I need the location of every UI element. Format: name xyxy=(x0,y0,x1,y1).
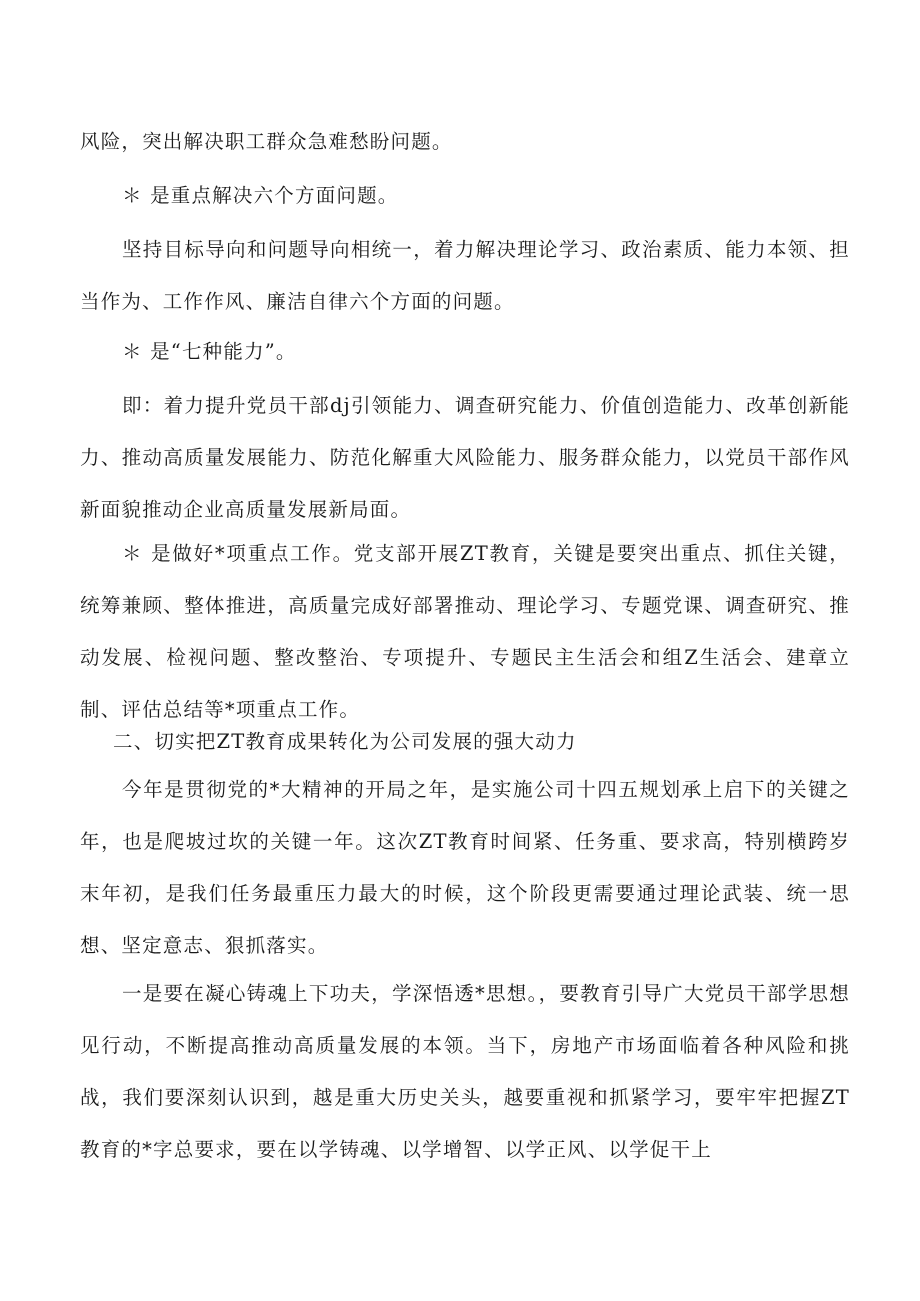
section-heading: 二、切实把ZT教育成果转化为公司发展的强大动力 xyxy=(113,730,577,753)
paragraph-4: ＊ 是“七种能力”。 xyxy=(122,340,297,363)
paragraph-1: 风险，突出解决职工群众急难愁盼问题。 xyxy=(80,130,453,153)
paragraph-2: ＊ 是重点解决六个方面问题。 xyxy=(122,184,399,207)
paragraph-8: 一是要在凝心铸魂上下功夫，学深悟透*思想。，要教育引导广大党员干部学思想见行动，不断提高推动高质量发展的本领。当下，房地产市场面临着各种风险和挑战，我们要深刻认识到，越是重大历史关头，越要重视和抓紧学习，要牢牢把握ZT教育的*字总要求，要在以学铸魂、以学增智、以学正风、以学促干上 xyxy=(80,982,850,1161)
paragraph-3: 坚持目标导向和问题导向相统一，着力解决理论学习、政治素质、能力本领、担当作为、工作作风、廉洁自律六个方面的问题。 xyxy=(80,238,850,313)
paragraph-7: 今年是贯彻党的*大精神的开局之年，是实施公司十四五规划承上启下的关键之年，也是爬坡过坎的关键一年。这次ZT教育时间紧、任务重、要求高，特别横跨岁末年初，是我们任务最重压力最大的时候，这个阶段更需要通过理论武装、统一思想、坚定意志、狠抓落实。 xyxy=(80,778,850,957)
paragraph-5: 即：着力提升党员干部dj引领能力、调查研究能力、价值创造能力、改革创新能力、推动高质量发展能力、防范化解重大风险能力、服务群众能力，以党员干部作风新面貌推动企业高质量发展新局面。 xyxy=(80,394,850,521)
paragraph-6: ＊ 是做好*项重点工作。党支部开展ZT教育，关键是要突出重点、抓住关键，统筹兼顾、整体推进，高质量完成好部署推动、理论学习、专题党课、调查研究、推动发展、检视问题、整改整治、专项提升、专题民主生活会和组Z生活会、建章立制、评估总结等*项重点工作。 xyxy=(80,542,850,721)
